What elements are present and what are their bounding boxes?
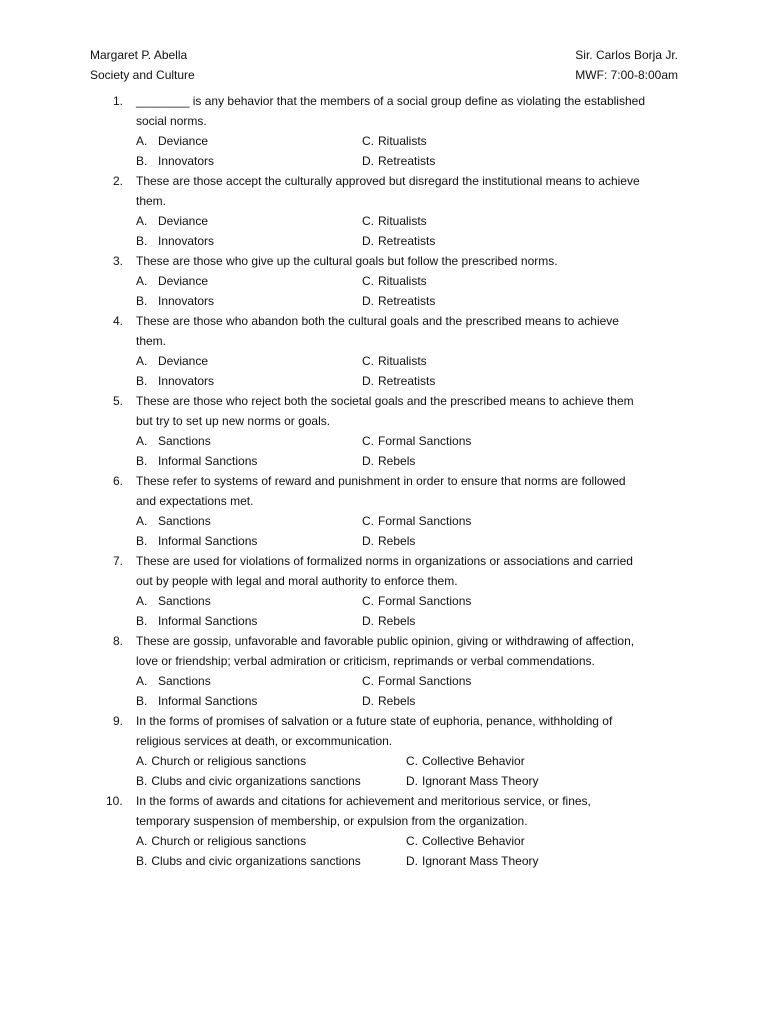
question-number: 2.: [113, 174, 124, 188]
question-text: These are gossip, unfavorable and favorable public opinion, giving or withdrawing of affection,: [136, 634, 635, 648]
option-letter: A.: [136, 514, 148, 528]
answer-option: [136, 451, 257, 471]
question-text: temporary suspension of membership, or expulsion from the organization.: [136, 814, 528, 828]
option-row: [0, 151, 768, 171]
option-letter: D.: [406, 854, 418, 868]
option-row: [0, 591, 768, 611]
option-letter: C.: [362, 134, 374, 148]
option-label: Church or religious sanctions: [151, 754, 307, 768]
option-row: [0, 351, 768, 371]
option-label: Retreatists: [378, 294, 436, 308]
option-letter: C.: [362, 674, 374, 688]
option-row: [0, 431, 768, 451]
option-row: [0, 671, 768, 691]
question-number: 6.: [113, 474, 124, 488]
question-list: [0, 91, 768, 871]
option-label: Deviance: [158, 354, 209, 368]
answer-option: [362, 151, 435, 171]
option-label: Formal Sanctions: [378, 514, 472, 528]
option-label: Rebels: [378, 534, 416, 548]
answer-option: [362, 231, 435, 251]
option-label: Rebels: [378, 614, 416, 628]
answer-option: [362, 131, 427, 151]
option-letter: A.: [136, 834, 148, 848]
question-text: These refer to systems of reward and punishment in order to ensure that norms are followed: [136, 474, 626, 488]
option-label: Informal Sanctions: [158, 534, 258, 548]
answer-option: [136, 511, 211, 531]
option-row: [0, 851, 768, 871]
option-label: Ritualists: [378, 214, 427, 228]
option-label: Ritualists: [378, 354, 427, 368]
answer-option: [362, 431, 471, 451]
option-label: Clubs and civic organizations sanctions: [151, 774, 361, 788]
question-line: [0, 711, 768, 731]
question-line-continued: [0, 651, 768, 671]
option-label: Sanctions: [158, 674, 211, 688]
teacher-name: Sir. Carlos Borja Jr.: [575, 48, 678, 62]
answer-option: [136, 851, 361, 871]
answer-option: [362, 291, 435, 311]
option-letter: B.: [136, 234, 148, 248]
option-label: Sanctions: [158, 434, 211, 448]
question-text: ________ is any behavior that the members of a social group define as violating the established: [136, 94, 645, 108]
question-text: In the forms of awards and citations for achievement and meritorious service, or fines,: [136, 794, 591, 808]
answer-option: [362, 351, 427, 371]
option-label: Deviance: [158, 214, 209, 228]
option-label: Deviance: [158, 274, 209, 288]
option-row: [0, 211, 768, 231]
question-line-continued: [0, 411, 768, 431]
class-schedule: MWF: 7:00-8:00am: [575, 68, 678, 82]
question-text: but try to set up new norms or goals.: [136, 414, 331, 428]
question-text: out by people with legal and moral authority to enforce them.: [136, 574, 458, 588]
option-label: Deviance: [158, 134, 209, 148]
question-text: These are used for violations of formalized norms in organizations or associations and carried: [136, 554, 633, 568]
answer-option: [362, 611, 415, 631]
question-item: [0, 471, 768, 551]
option-letter: B.: [136, 374, 148, 388]
option-letter: A.: [136, 134, 148, 148]
answer-option: [362, 451, 415, 471]
answer-option: [406, 771, 539, 791]
option-letter: D.: [362, 154, 374, 168]
answer-option: [362, 371, 435, 391]
answer-option: [136, 611, 257, 631]
option-label: Ritualists: [378, 134, 427, 148]
option-letter: B.: [136, 774, 148, 788]
question-text: social norms.: [136, 114, 207, 128]
option-letter: C.: [362, 514, 374, 528]
option-letter: C.: [362, 274, 374, 288]
answer-option: [362, 531, 415, 551]
question-line: [0, 251, 768, 271]
option-letter: B.: [136, 694, 148, 708]
question-line: [0, 171, 768, 191]
question-item: [0, 791, 768, 871]
question-item: [0, 171, 768, 251]
option-letter: D.: [406, 774, 418, 788]
option-letter: A.: [136, 754, 148, 768]
answer-option: [136, 431, 211, 451]
answer-option: [406, 831, 525, 851]
question-number: 10.: [106, 794, 123, 808]
question-line: [0, 631, 768, 651]
header-left: [90, 45, 195, 85]
option-label: Innovators: [158, 294, 215, 308]
question-line: [0, 471, 768, 491]
answer-option: [136, 831, 306, 851]
option-label: Collective Behavior: [422, 834, 525, 848]
question-text: and expectations met.: [136, 494, 254, 508]
question-text: These are those who give up the cultural goals but follow the prescribed norms.: [136, 254, 558, 268]
option-row: [0, 451, 768, 471]
option-letter: A.: [136, 674, 148, 688]
option-label: Informal Sanctions: [158, 694, 258, 708]
answer-option: [362, 271, 427, 291]
option-label: Innovators: [158, 154, 215, 168]
option-label: Formal Sanctions: [378, 674, 472, 688]
answer-option: [136, 271, 208, 291]
question-item: [0, 631, 768, 711]
answer-option: [362, 591, 471, 611]
option-row: [0, 771, 768, 791]
option-letter: B.: [136, 454, 148, 468]
question-number: 1.: [113, 94, 124, 108]
option-label: Informal Sanctions: [158, 454, 258, 468]
option-letter: A.: [136, 434, 148, 448]
answer-option: [136, 751, 306, 771]
answer-option: [136, 691, 257, 711]
option-label: Rebels: [378, 454, 416, 468]
option-row: [0, 271, 768, 291]
option-letter: A.: [136, 214, 148, 228]
question-item: [0, 391, 768, 471]
option-letter: A.: [136, 274, 148, 288]
question-text: them.: [136, 194, 167, 208]
option-label: Informal Sanctions: [158, 614, 258, 628]
option-letter: C.: [362, 594, 374, 608]
option-letter: C.: [406, 754, 418, 768]
question-line-continued: [0, 491, 768, 511]
option-row: [0, 371, 768, 391]
option-letter: B.: [136, 614, 148, 628]
question-line: [0, 391, 768, 411]
question-number: 9.: [113, 714, 124, 728]
answer-option: [136, 231, 214, 251]
option-label: Rebels: [378, 694, 416, 708]
question-number: 3.: [113, 254, 124, 268]
subject-title: Society and Culture: [90, 68, 195, 82]
question-item: [0, 551, 768, 631]
question-line-continued: [0, 331, 768, 351]
option-label: Clubs and civic organizations sanctions: [151, 854, 361, 868]
student-name: Margaret P. Abella: [90, 48, 188, 62]
option-label: Retreatists: [378, 154, 436, 168]
question-number: 4.: [113, 314, 124, 328]
option-label: Ritualists: [378, 274, 427, 288]
option-label: Ignorant Mass Theory: [422, 774, 539, 788]
question-text: religious services at death, or excommunication.: [136, 734, 393, 748]
question-line-continued: [0, 811, 768, 831]
question-line: [0, 791, 768, 811]
answer-option: [406, 851, 539, 871]
option-letter: D.: [362, 694, 374, 708]
answer-option: [136, 671, 211, 691]
option-letter: D.: [362, 534, 374, 548]
option-letter: D.: [362, 234, 374, 248]
question-line-continued: [0, 191, 768, 211]
option-row: [0, 231, 768, 251]
option-label: Formal Sanctions: [378, 594, 472, 608]
option-row: [0, 611, 768, 631]
option-letter: A.: [136, 354, 148, 368]
question-line-continued: [0, 111, 768, 131]
answer-option: [136, 151, 214, 171]
answer-option: [136, 211, 208, 231]
question-line: [0, 551, 768, 571]
option-letter: B.: [136, 294, 148, 308]
option-row: [0, 131, 768, 151]
question-line-continued: [0, 571, 768, 591]
option-letter: B.: [136, 854, 148, 868]
question-text: These are those who reject both the societal goals and the prescribed means to achieve them: [136, 394, 634, 408]
question-text: them.: [136, 334, 167, 348]
option-letter: D.: [362, 614, 374, 628]
option-letter: A.: [136, 594, 148, 608]
answer-option: [136, 351, 208, 371]
answer-option: [362, 671, 471, 691]
option-letter: C.: [362, 354, 374, 368]
question-line: [0, 311, 768, 331]
question-line: [0, 91, 768, 111]
answer-option: [136, 591, 211, 611]
option-label: Church or religious sanctions: [151, 834, 307, 848]
answer-option: [362, 691, 415, 711]
question-item: [0, 311, 768, 391]
answer-option: [136, 131, 208, 151]
option-label: Formal Sanctions: [378, 434, 472, 448]
option-letter: D.: [362, 294, 374, 308]
option-letter: C.: [362, 434, 374, 448]
option-row: [0, 751, 768, 771]
answer-option: [136, 371, 214, 391]
option-row: [0, 291, 768, 311]
answer-option: [362, 511, 471, 531]
option-letter: D.: [362, 454, 374, 468]
question-line-continued: [0, 731, 768, 751]
question-text: These are those accept the culturally approved but disregard the institutional means to achieve: [136, 174, 640, 188]
option-letter: C.: [406, 834, 418, 848]
option-row: [0, 531, 768, 551]
answer-option: [136, 771, 361, 791]
answer-option: [136, 291, 214, 311]
answer-option: [136, 531, 257, 551]
option-letter: C.: [362, 214, 374, 228]
question-item: [0, 91, 768, 171]
answer-option: [406, 751, 525, 771]
answer-option: [362, 211, 427, 231]
option-label: Retreatists: [378, 234, 436, 248]
option-label: Collective Behavior: [422, 754, 525, 768]
option-label: Ignorant Mass Theory: [422, 854, 539, 868]
question-item: [0, 711, 768, 791]
question-number: 5.: [113, 394, 124, 408]
question-text: These are those who abandon both the cultural goals and the prescribed means to achieve: [136, 314, 619, 328]
option-label: Retreatists: [378, 374, 436, 388]
option-letter: B.: [136, 534, 148, 548]
option-label: Innovators: [158, 234, 215, 248]
header-right: [575, 45, 678, 85]
option-row: [0, 511, 768, 531]
question-item: [0, 251, 768, 311]
question-text: love or friendship; verbal admiration or criticism, reprimands or verbal commendations.: [136, 654, 595, 668]
question-number: 8.: [113, 634, 124, 648]
option-label: Innovators: [158, 374, 215, 388]
question-number: 7.: [113, 554, 124, 568]
option-letter: B.: [136, 154, 148, 168]
option-row: [0, 691, 768, 711]
option-letter: D.: [362, 374, 374, 388]
option-label: Sanctions: [158, 514, 211, 528]
question-text: In the forms of promises of salvation or a future state of euphoria, penance, withholding of: [136, 714, 613, 728]
option-row: [0, 831, 768, 851]
option-label: Sanctions: [158, 594, 211, 608]
